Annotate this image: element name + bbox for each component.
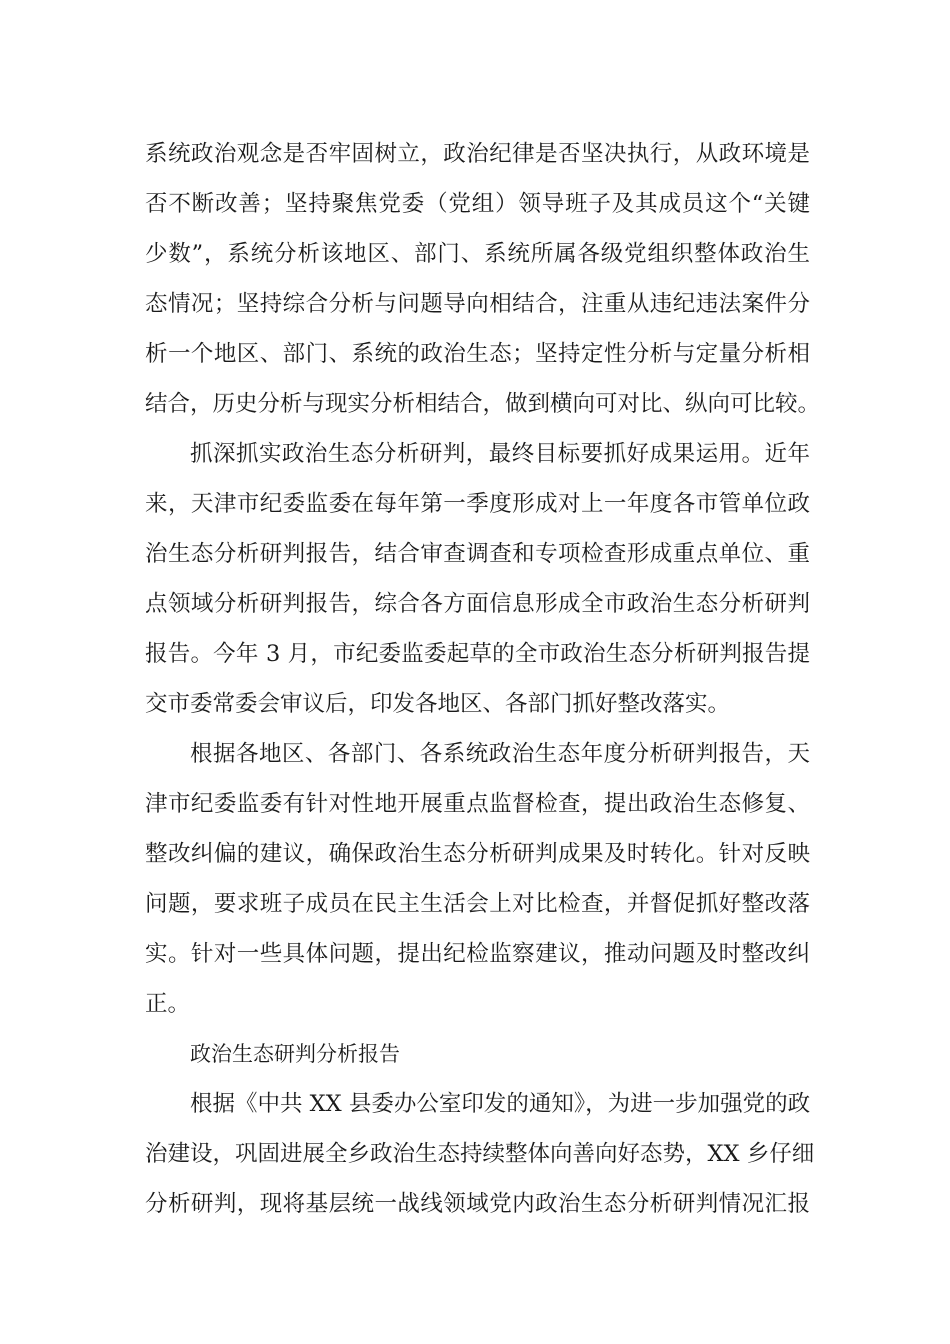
paragraph-first-line: 根据各地区、各部门、各系统政治生态年度分析研判报告，天: [190, 741, 810, 767]
text-line: 系统政治观念是否牢固树立，政治纪律是否坚决执行，从政环境是: [145, 141, 810, 167]
text-line: 正。: [145, 991, 191, 1017]
text-line: 析一个地区、部门、系统的政治生态；坚持定性分析与定量分析相: [145, 341, 810, 367]
text-line: 治生态分析研判报告，结合审查调查和专项检查形成重点单位、重: [145, 541, 810, 567]
text-line: 点领域分析研判报告，综合各方面信息形成全市政治生态分析研判: [145, 591, 810, 617]
text-line: 整改纠偏的建议，确保政治生态分析研判成果及时转化。针对反映: [145, 841, 810, 867]
paragraph-first-line: 根据《中共 XX 县委办公室印发的通知》，为进一步加强党的政: [190, 1091, 811, 1117]
paragraph-first-line: 抓深抓实政治生态分析研判，最终目标要抓好成果运用。近年: [190, 441, 810, 467]
section-heading: 政治生态研判分析报告: [190, 1042, 400, 1066]
text-line: 交市委常委会审议后，印发各地区、各部门抓好整改落实。: [145, 691, 731, 717]
text-line: 报告。今年 3 月，市纪委监委起草的全市政治生态分析研判报告提: [145, 641, 810, 667]
text-line: 治建设，巩固进展全乡政治生态持续整体向善向好态势，XX 乡仔细: [145, 1141, 815, 1167]
text-line: 少数”，系统分析该地区、部门、系统所属各级党组织整体政治生: [145, 241, 810, 267]
text-line: 津市纪委监委有针对性地开展重点监督检查，提出政治生态修复、: [145, 791, 810, 817]
text-line: 实。针对一些具体问题，提出纪检监察建议，推动问题及时整改纠: [145, 941, 810, 967]
text-line: 来，天津市纪委监委在每年第一季度形成对上一年度各市管单位政: [145, 491, 810, 517]
text-line: 分析研判，现将基层统一战线领域党内政治生态分析研判情况汇报: [145, 1191, 810, 1217]
text-line: 态情况；坚持综合分析与问题导向相结合，注重从违纪违法案件分: [145, 291, 810, 317]
text-line: 否不断改善；坚持聚焦党委（党组）领导班子及其成员这个“关键: [145, 191, 810, 217]
text-line: 问题，要求班子成员在民主生活会上对比检查，并督促抓好整改落: [145, 891, 810, 917]
text-line: 结合，历史分析与现实分析相结合，做到横向可对比、纵向可比较。: [145, 391, 821, 417]
